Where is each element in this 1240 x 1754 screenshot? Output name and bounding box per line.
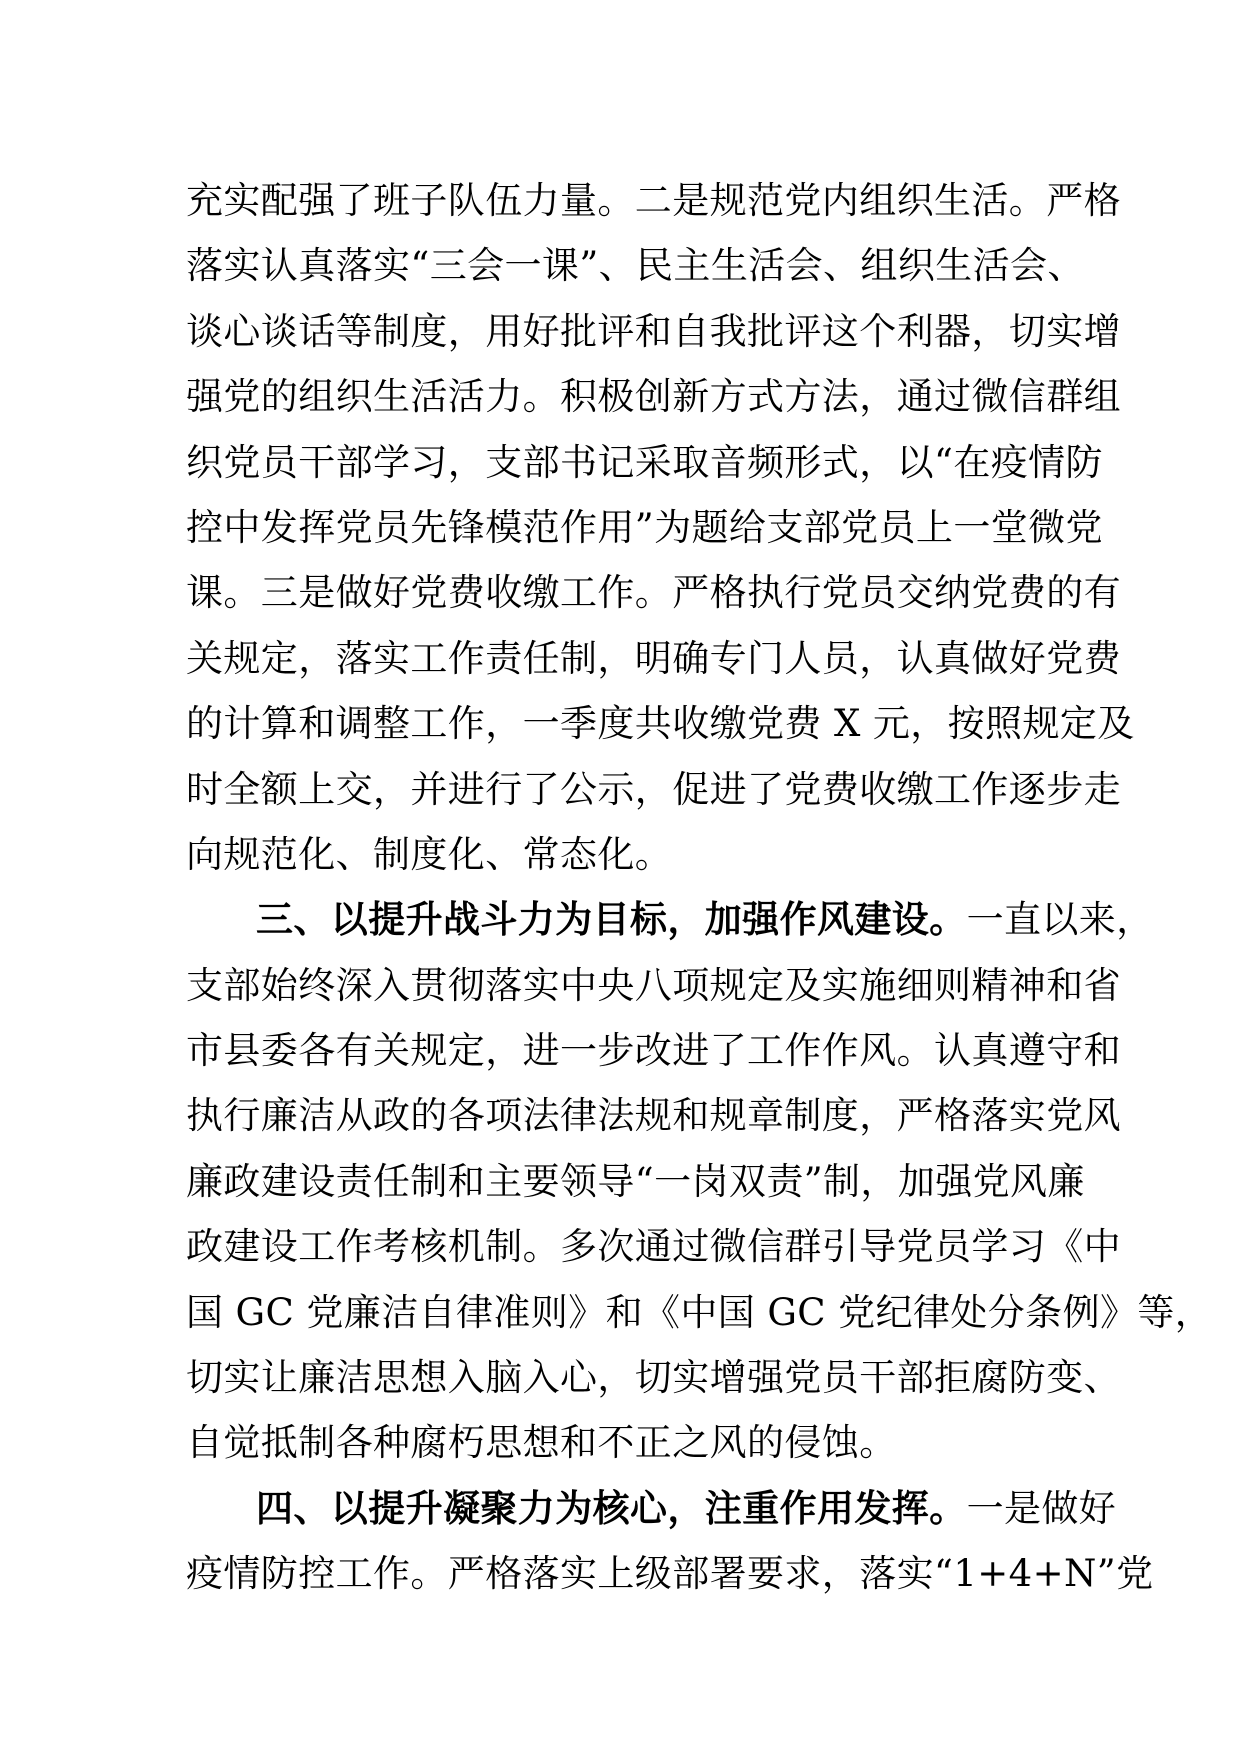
document-body — [186, 168, 1213, 1607]
section-three-lead: 一直以来， — [966, 898, 1154, 942]
body-line: 市县委各有关规定，进一步改进了工作作风。认真遵守和 — [186, 1029, 1121, 1073]
body-line: 疫情防控工作。严格落实上级部署要求，落实“1+4+N”党 — [186, 1552, 1154, 1596]
body-line: 廉政建设责任制和主要领导“一岗双责”制，加强党风廉 — [186, 1159, 1085, 1203]
section-three-line — [186, 887, 1154, 952]
body-line: 织党员干部学习，支部书记采取音频形式，以“在疫情防 — [186, 440, 1103, 484]
body-line: 向规范化、制度化、常态化。 — [186, 832, 673, 876]
section-four-line — [186, 1476, 1117, 1541]
body-line: 自觉抵制各种腐朽思想和不正之风的侵蚀。 — [186, 1421, 897, 1465]
body-line: 落实认真落实“三会一课”、民主生活会、组织生活会、 — [186, 244, 1085, 288]
section-four-lead: 一是做好 — [966, 1486, 1117, 1530]
body-line: 课。三是做好党费收缴工作。严格执行党员交纳党费的有 — [186, 571, 1121, 615]
body-line: 国 GC 党廉洁自律准则》和《中国 GC 党纪律处分条例》等， — [186, 1290, 1213, 1334]
body-line: 政建设工作考核机制。多次通过微信群引导党员学习《中 — [186, 1225, 1121, 1269]
body-line: 的计算和调整工作，一季度共收缴党费 X 元，按照规定及 — [186, 702, 1135, 746]
body-line: 支部始终深入贯彻落实中央八项规定及实施细则精神和省 — [186, 963, 1121, 1007]
body-line: 关规定，落实工作责任制，明确专门人员，认真做好党费 — [186, 636, 1121, 680]
body-line: 时全额上交，并进行了公示，促进了党费收缴工作逐步走 — [186, 767, 1121, 811]
section-three-heading: 三、以提升战斗力为目标，加强作风建设。 — [256, 897, 967, 942]
body-line: 充实配强了班子队伍力量。二是规范党内组织生活。严格 — [186, 179, 1121, 222]
body-line: 强党的组织生活活力。积极创新方式方法，通过微信群组 — [186, 375, 1121, 419]
body-line: 谈心谈话等制度，用好批评和自我批评这个利器，切实增 — [186, 309, 1121, 353]
body-line: 控中发挥党员先锋模范作用”为题给支部党员上一堂微党 — [186, 505, 1103, 549]
section-four-heading: 四、以提升凝聚力为核心，注重作用发挥。 — [256, 1485, 967, 1530]
body-line: 执行廉洁从政的各项法律法规和规章制度，严格落实党风 — [186, 1094, 1121, 1138]
body-line: 切实让廉洁思想入脑入心，切实增强党员干部拒腐防变、 — [186, 1356, 1121, 1400]
